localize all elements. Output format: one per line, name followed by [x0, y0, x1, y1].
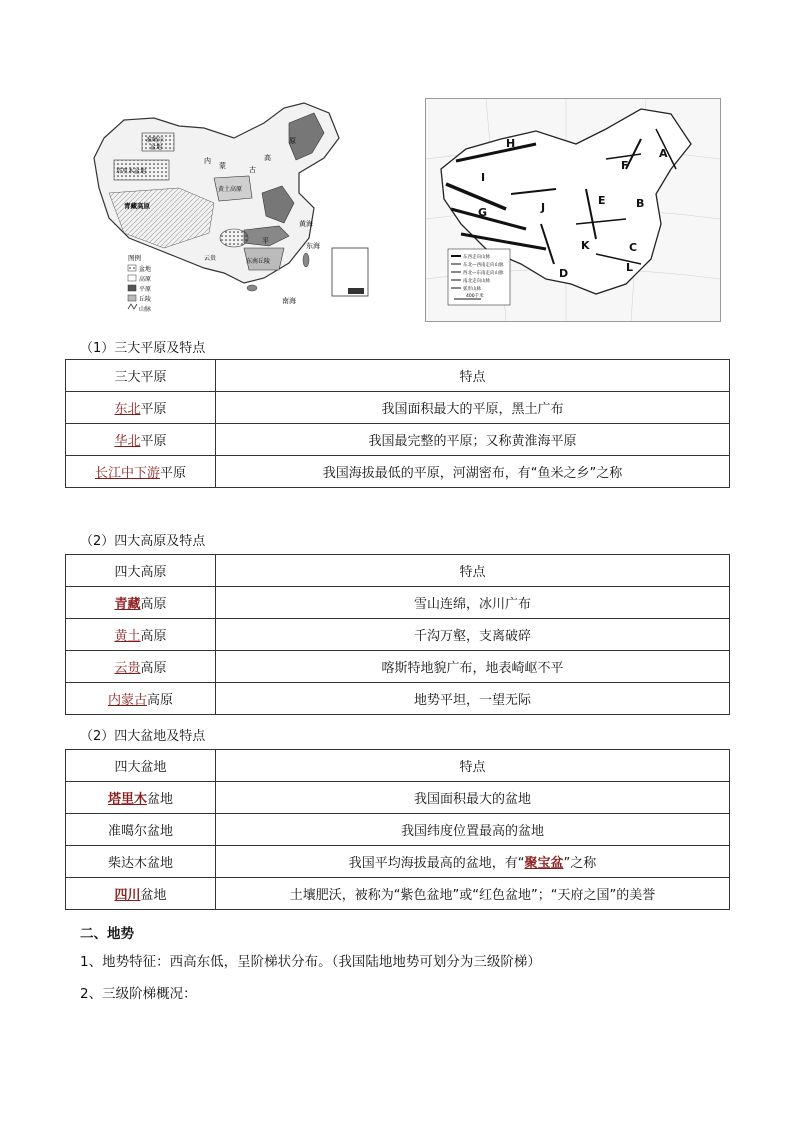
- label-loess: 黄土高原: [218, 186, 243, 193]
- table-row: [66, 782, 730, 814]
- map-letter-H: H: [506, 137, 516, 150]
- basin-desc-cell: 我国平均海拔最高的盆地，有“聚宝盆”之称: [216, 846, 730, 878]
- label-inner-mongolia-1: 内: [204, 157, 211, 165]
- header-cell: 三大平原: [66, 360, 216, 392]
- map-letter-B: B: [636, 197, 645, 210]
- map-letter-F: F: [621, 159, 629, 172]
- map-legend-nwse: 西北—东南走向山脉: [463, 271, 504, 276]
- legend-plateau: 高原: [139, 276, 152, 283]
- label-ping: 平: [262, 237, 269, 245]
- map-legend-ns: 南北走向山脉: [463, 279, 490, 284]
- label-yellow-sea: 黄海: [299, 220, 313, 228]
- plateau-desc-cell: 地势平坦，一望无际: [216, 683, 730, 715]
- table-row: [66, 587, 730, 619]
- plain-name-cell: 华北平原: [66, 424, 216, 456]
- legend-basin: 盆地: [139, 266, 152, 273]
- label-east-sea: 东海: [306, 242, 320, 250]
- legend-plain: 平原: [139, 286, 152, 293]
- map-letter-I: I: [481, 171, 486, 184]
- plain-name-cell: 长江中下游平原: [66, 456, 216, 488]
- map-letter-G: G: [478, 206, 488, 219]
- table-header-row: [66, 750, 730, 782]
- legend-mountain: 山脉: [139, 306, 152, 313]
- basin-desc-cell: 我国纬度位置最高的盆地: [216, 814, 730, 846]
- terrain-line-1: 1、地势特征：西高东低，呈阶梯状分布。（我国陆地地势可划分为三级阶梯）: [80, 954, 541, 970]
- plateau-name-cell: 云贵高原: [66, 651, 216, 683]
- map-letter-C: C: [629, 241, 638, 254]
- header-cell: 四大高原: [66, 555, 216, 587]
- plain-desc-cell: 我国面积最大的平原，黑土广布: [216, 392, 730, 424]
- plateau-name-cell: 青藏高原: [66, 587, 216, 619]
- label-south-sea: 南海: [282, 297, 296, 305]
- terrain-line-2: 2、三级阶梯概况：: [80, 986, 197, 1002]
- section1-caption: （1）三大平原及特点: [80, 341, 206, 356]
- basin-name-cell: 柴达木盆地: [66, 846, 216, 878]
- basin-desc-cell: 土壤肥沃，被称为“紫色盆地”或“红色盆地”；“天府之国”的美誉: [216, 878, 730, 910]
- plateau-desc-cell: 喀斯特地貌广布，地表崎岖不平: [216, 651, 730, 683]
- label-junggar: 准噶尔: [146, 137, 165, 144]
- map-letter-J: J: [541, 201, 546, 214]
- map-letter-D: D: [559, 267, 569, 280]
- map-legend-nesw: 东北—西南走向山脉: [463, 263, 504, 268]
- terrain-heading: 二、地势: [80, 926, 134, 942]
- table-row: [66, 683, 730, 715]
- table-row: [66, 846, 730, 878]
- header-cell: 特点: [216, 750, 730, 782]
- legend-hill: 丘陵: [139, 296, 152, 303]
- plain-desc-cell: 我国海拔最低的平原，河湖密布，有“鱼米之乡”之称: [216, 456, 730, 488]
- plateau-name-cell: 内蒙古高原: [66, 683, 216, 715]
- label-original: 原: [289, 137, 296, 145]
- label-high: 高: [264, 154, 271, 162]
- table-header-row: [66, 555, 730, 587]
- map-legend-ew: 东西走向山脉: [463, 255, 490, 260]
- label-inner-mongolia-2: 蒙: [219, 162, 226, 170]
- header-cell: 特点: [216, 360, 730, 392]
- map-scale: 400千米: [466, 294, 484, 299]
- basin-name-cell: 准噶尔盆地: [66, 814, 216, 846]
- china-mountains-map: [425, 98, 721, 322]
- map-letter-A: A: [659, 147, 668, 160]
- basins-table: [65, 749, 730, 910]
- label-southeast-hills: 东南丘陵: [246, 258, 271, 265]
- label-qinghai: 青藏高原: [124, 202, 150, 210]
- plain-name-cell: 东北平原: [66, 392, 216, 424]
- plains-table: [65, 359, 730, 488]
- plateau-name-cell: 黄土高原: [66, 619, 216, 651]
- plateau-desc-cell: 雪山连绵，冰川广布: [216, 587, 730, 619]
- table-row: [66, 814, 730, 846]
- label-junggar-basin: 盆地: [150, 144, 163, 151]
- label-tarim: 塔里木盆地: [116, 168, 147, 175]
- legend-title: 图例: [128, 254, 141, 262]
- table-row: [66, 424, 730, 456]
- label-inner-mongolia-3: 古: [249, 166, 256, 174]
- section2-caption: （2）四大高原及特点: [80, 534, 206, 549]
- china-terrain-map: [84, 98, 374, 320]
- header-cell: 四大盆地: [66, 750, 216, 782]
- header-cell: 特点: [216, 555, 730, 587]
- table-row: [66, 456, 730, 488]
- map-letter-E: E: [598, 194, 606, 207]
- map-letter-K: K: [581, 239, 590, 252]
- basin-name-cell: 四川盆地: [66, 878, 216, 910]
- plain-desc-cell: 我国最完整的平原；又称黄淮海平原: [216, 424, 730, 456]
- basin-desc-cell: 我国面积最大的盆地: [216, 782, 730, 814]
- plateau-desc-cell: 千沟万壑，支离破碎: [216, 619, 730, 651]
- map-letter-L: L: [626, 261, 634, 274]
- plateaus-table: [65, 554, 730, 715]
- table-row: [66, 392, 730, 424]
- table-row: [66, 619, 730, 651]
- table-header-row: [66, 360, 730, 392]
- table-row: [66, 651, 730, 683]
- table-row: [66, 878, 730, 910]
- section3-caption: （2）四大盆地及特点: [80, 729, 206, 744]
- label-yungui: 云贵: [204, 255, 217, 262]
- map-legend-arc: 弧形山脉: [463, 287, 481, 292]
- basin-name-cell: 塔里木盆地: [66, 782, 216, 814]
